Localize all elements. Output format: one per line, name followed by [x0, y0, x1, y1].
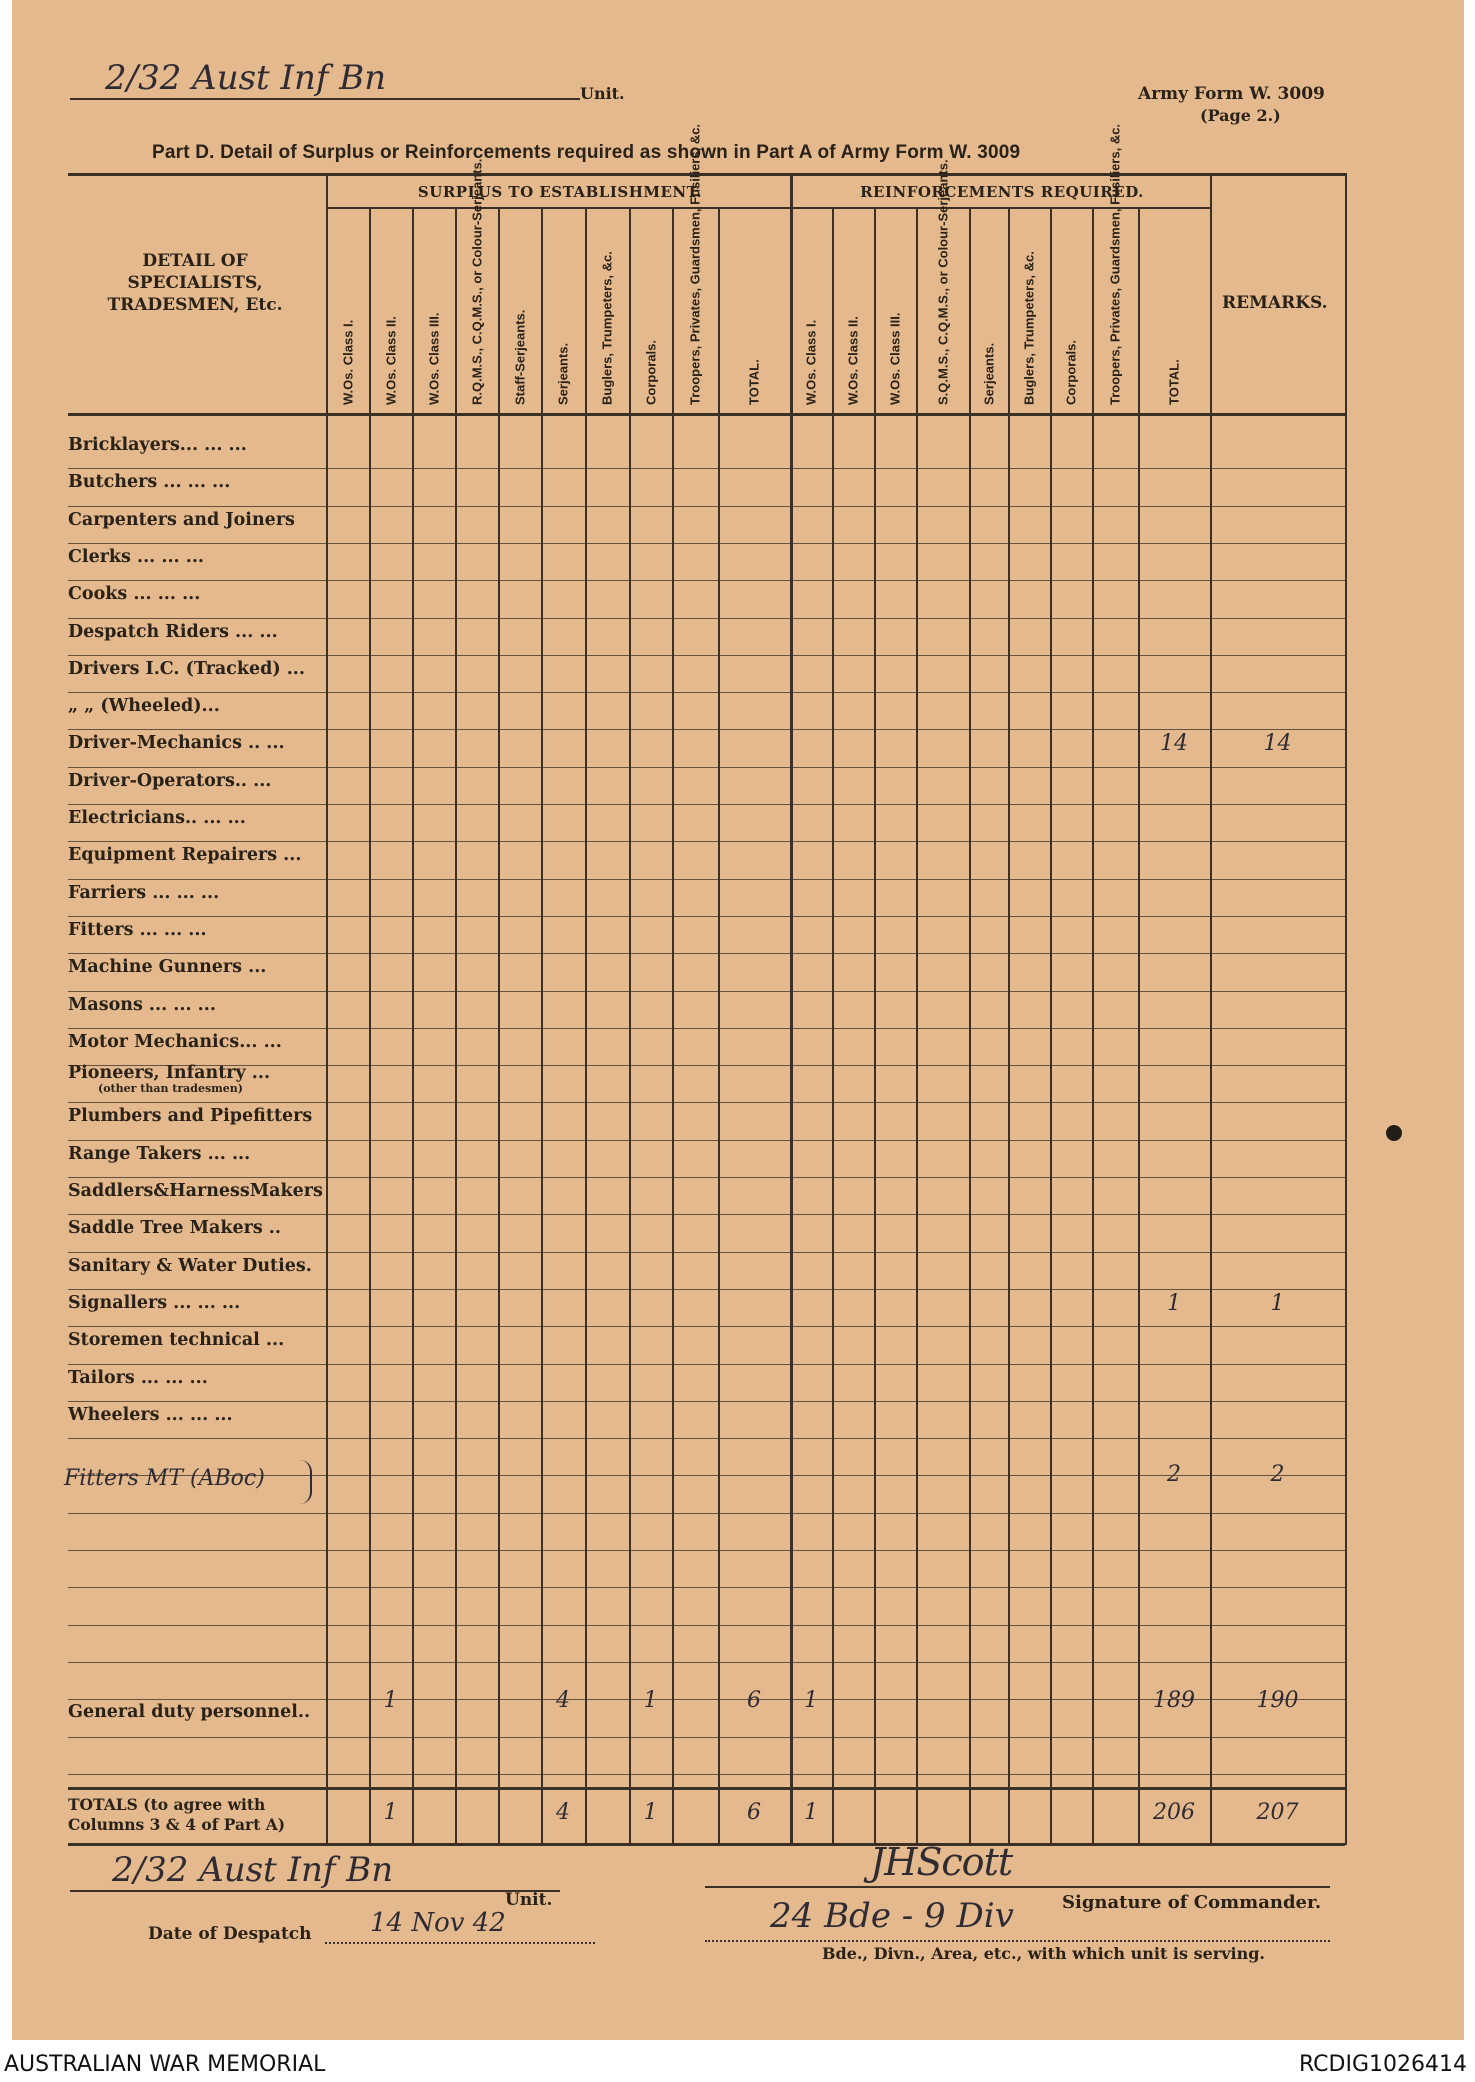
- reinf-col-header-label: Buglers, Trumpeters, &c.: [1021, 251, 1037, 405]
- reinf-col-header-0: [790, 205, 832, 405]
- row-rule: [68, 1625, 1345, 1626]
- row-label: Sanitary & Water Duties.: [68, 1256, 312, 1276]
- grid-vline-8: [672, 207, 674, 1845]
- grid-vline-10: [790, 173, 793, 1845]
- row-rule: [68, 580, 1345, 581]
- reinf-col-header-4: [969, 205, 1008, 405]
- cell-value: 1: [643, 1800, 658, 1825]
- row-rule: [68, 804, 1345, 805]
- row-rule: [68, 953, 1345, 954]
- grid-vline-14: [969, 207, 971, 1845]
- cell-value: 1: [1270, 1291, 1285, 1316]
- brigade-dotted-line: [705, 1940, 1330, 1942]
- signature-line: [705, 1886, 1330, 1888]
- row-label: Farriers ... ... ...: [68, 883, 220, 903]
- row-label: Saddle Tree Makers ..: [68, 1218, 281, 1238]
- cell-value: 2: [1167, 1462, 1181, 1487]
- row-rule: [68, 1513, 1345, 1514]
- handwritten-row-label: Fitters MT (ABoc): [64, 1466, 265, 1491]
- row-label: Driver-Mechanics .. ...: [68, 733, 285, 753]
- row-rule: [68, 1252, 1345, 1253]
- row-rule: [68, 1774, 1345, 1775]
- surplus-col-header-9: [718, 205, 790, 405]
- cell-value: 190: [1256, 1688, 1299, 1713]
- grid-vline-3: [455, 207, 457, 1845]
- reinf-col-header-8: [1138, 205, 1210, 405]
- reinf-col-header-7: [1092, 123, 1138, 405]
- row-rule: [68, 1587, 1345, 1588]
- cell-value: 1: [383, 1800, 398, 1825]
- cell-value: 206: [1153, 1800, 1195, 1825]
- table-header-rule: [68, 413, 1345, 416]
- row-rule: [68, 1737, 1345, 1738]
- row-rule: [68, 1364, 1345, 1365]
- brigade-handwritten: 24 Bde - 9 Div: [770, 1896, 1014, 1936]
- row-label: Driver-Operators.. ...: [68, 771, 272, 791]
- cell-value: 1: [804, 1688, 818, 1713]
- row-rule: [68, 879, 1345, 880]
- signature-label: Signature of Commander.: [1062, 1892, 1322, 1913]
- surplus-col-header-7: [629, 205, 672, 405]
- reinf-col-header-label: Serjeants.: [981, 342, 996, 405]
- detail-header: DETAIL OF SPECIALISTS, TRADESMEN, Etc.: [107, 251, 283, 315]
- totals-label-2: Columns 3 & 4 of Part A): [68, 1815, 286, 1834]
- punch-hole: [1386, 1125, 1402, 1141]
- cell-value: 2: [1270, 1462, 1285, 1487]
- row-rule: [68, 841, 1345, 842]
- grid-vline-1: [369, 207, 371, 1845]
- row-label: „ „ (Wheeled)...: [68, 696, 220, 716]
- cell-value: 6: [747, 1800, 761, 1825]
- row-label: Drivers I.C. (Tracked) ...: [68, 659, 305, 679]
- brigade-label: Bde., Divn., Area, etc., with which unit is serving.: [822, 1944, 1265, 1963]
- row-rule: [68, 1438, 1345, 1439]
- reinf-col-header-label: Corporals.: [1063, 339, 1079, 405]
- reinf-col-header-5: [1008, 205, 1050, 405]
- row-rule: [68, 991, 1345, 992]
- row-label: Butchers ... ... ...: [68, 472, 231, 492]
- reinf-col-header-3: [916, 159, 969, 405]
- row-sublabel: (other than tradesmen): [98, 1082, 244, 1095]
- row-rule: [68, 1177, 1345, 1178]
- row-rule: [68, 1662, 1345, 1663]
- row-label: Motor Mechanics... ...: [68, 1032, 282, 1052]
- surplus-col-header-label: Corporals.: [643, 339, 658, 405]
- totals-label-1: TOTALS (to agree with: [68, 1795, 266, 1814]
- row-rule: [68, 655, 1345, 656]
- surplus-col-header-label: Buglers, Trumpeters, &c.: [599, 251, 615, 405]
- row-rule: [68, 1289, 1345, 1290]
- general-duty-label: General duty personnel..: [68, 1702, 311, 1722]
- row-label: Clerks ... ... ...: [68, 547, 205, 567]
- commander-signature: JHScott: [870, 1840, 1013, 1884]
- cell-value: 1: [383, 1688, 398, 1713]
- row-label: Fitters ... ... ...: [68, 920, 207, 940]
- row-rule: [68, 1550, 1345, 1551]
- row-rule: [68, 692, 1345, 693]
- row-rule: [68, 1140, 1345, 1141]
- footer-unit-label: Unit.: [505, 1890, 553, 1910]
- footer-unit-handwritten: 2/32 Aust Inf Bn: [112, 1850, 394, 1890]
- reinf-col-header-label: W.Os. Class I.: [803, 319, 819, 405]
- row-label: Plumbers and Pipefitters: [68, 1106, 313, 1126]
- grid-vline-20: [1345, 173, 1347, 1845]
- surplus-col-header-label: W.Os. Class II.: [383, 316, 398, 405]
- grid-vline-11: [832, 207, 834, 1845]
- reinf-col-header-1: [832, 205, 874, 405]
- cell-value: 14: [1263, 731, 1292, 756]
- row-rule: [68, 468, 1345, 469]
- totals-top-rule: [68, 1787, 1345, 1790]
- part-title: Part D. Detail of Surplus or Reinforcements required as shown in Part A of Army Form W. 3009: [152, 142, 1021, 163]
- row-label: Despatch Riders ... ...: [68, 622, 278, 642]
- grid-vline-5: [541, 207, 543, 1845]
- row-rule: [68, 543, 1345, 544]
- row-label: Tailors ... ... ...: [68, 1368, 208, 1388]
- cell-value: 207: [1256, 1800, 1299, 1825]
- row-label: Machine Gunners ...: [68, 957, 267, 977]
- form-title: Army Form W. 3009: [1138, 84, 1325, 104]
- unit-underline: [70, 98, 580, 100]
- row-label: Wheelers ... ... ...: [68, 1405, 233, 1425]
- row-label: Cooks ... ... ...: [68, 584, 201, 604]
- surplus-col-header-label: R.Q.M.S., C.Q.M.S., or Colour-Serjeants.: [469, 158, 484, 405]
- row-label: Bricklayers... ... ...: [68, 435, 247, 455]
- row-rule: [68, 767, 1345, 768]
- archive-left: AUSTRALIAN WAR MEMORIAL: [4, 2052, 326, 2077]
- row-rule: [68, 1214, 1345, 1215]
- grid-vline-13: [916, 207, 918, 1845]
- row-rule: [68, 916, 1345, 917]
- grid-vline-6: [585, 207, 587, 1845]
- row-rule: [68, 1401, 1345, 1402]
- cell-value: 1: [804, 1800, 818, 1825]
- grid-vline-18: [1138, 207, 1140, 1845]
- reinf-col-header-label: W.Os. Class II.: [845, 316, 861, 405]
- surplus-col-header-8: [672, 123, 718, 405]
- handwritten-row-bracket: [300, 1460, 312, 1504]
- grid-vline-4: [498, 207, 500, 1845]
- row-rule: [68, 618, 1345, 619]
- totals-bottom-rule: [68, 1843, 1345, 1846]
- surplus-col-header-label: Troopers, Privates, Guardsmen, Fusiliers, &c.: [687, 123, 703, 405]
- group-reinforcements: REINFORCEMENTS REQUIRED.: [860, 183, 1144, 201]
- archive-right: RCDIG1026414: [1298, 2052, 1467, 2077]
- cell-value: 1: [643, 1688, 658, 1713]
- surplus-col-header-0: [326, 205, 369, 405]
- row-rule: [68, 1326, 1345, 1327]
- row-label: Saddlers&HarnessMakers: [68, 1181, 323, 1201]
- row-rule: [68, 1102, 1345, 1103]
- surplus-col-header-4: [498, 205, 541, 405]
- row-rule: [68, 729, 1345, 730]
- surplus-col-header-6: [585, 205, 629, 405]
- surplus-col-header-1: [369, 205, 412, 405]
- date-label: Date of Despatch: [148, 1924, 312, 1944]
- date-dotted-line: [325, 1942, 595, 1944]
- row-label: Storemen technical ...: [68, 1330, 285, 1350]
- row-label: Signallers ... ... ...: [68, 1293, 241, 1313]
- surplus-col-header-label: W.Os. Class III.: [426, 312, 441, 405]
- reinf-col-header-6: [1050, 205, 1092, 405]
- grid-vline-17: [1092, 207, 1094, 1845]
- surplus-col-header-label: W.Os. Class I.: [340, 319, 355, 405]
- table-top-rule: [68, 173, 1345, 176]
- reinf-col-header-label: S.Q.M.S., C.Q.M.S., or Colour-Serjeants.: [935, 159, 950, 405]
- reinf-col-header-label: Troopers, Privates, Guardsmen, Fusiliers, &c.: [1107, 123, 1123, 405]
- row-label: Carpenters and Joiners: [68, 510, 295, 530]
- cell-value: 6: [747, 1688, 761, 1713]
- row-label: Equipment Repairers ...: [68, 845, 302, 865]
- surplus-col-header-label: Serjeants.: [555, 342, 571, 405]
- surplus-col-header-label: TOTAL.: [746, 359, 762, 405]
- grid-vline-7: [629, 207, 631, 1845]
- grid-vline-16: [1050, 207, 1052, 1845]
- grid-vline-19: [1210, 173, 1212, 1845]
- page-label: (Page 2.): [1200, 106, 1281, 125]
- reinf-col-header-label: TOTAL.: [1166, 359, 1182, 405]
- grid-vline-15: [1008, 207, 1010, 1845]
- grid-vline-0: [326, 173, 328, 1845]
- surplus-col-header-3: [455, 158, 498, 405]
- date-handwritten: 14 Nov 42: [370, 1908, 506, 1938]
- cell-value: 4: [556, 1800, 570, 1825]
- remarks-header: REMARKS.: [1222, 293, 1328, 313]
- cell-value: 1: [1167, 1291, 1181, 1316]
- row-label: Masons ... ... ...: [68, 995, 216, 1015]
- grid-vline-9: [718, 207, 720, 1845]
- cell-value: 14: [1160, 731, 1188, 756]
- row-rule: [68, 1028, 1345, 1029]
- group-surplus: SURPLUS TO ESTABLISHMENT.: [417, 183, 703, 201]
- grid-vline-2: [412, 207, 414, 1845]
- row-rule: [68, 506, 1345, 507]
- row-label: Pioneers, Infantry ...: [68, 1063, 271, 1083]
- surplus-col-header-label: Staff-Serjeants.: [512, 309, 527, 405]
- reinf-col-header-2: [874, 205, 916, 405]
- footer-unit-underline: [70, 1890, 560, 1892]
- unit-label: Unit.: [580, 84, 625, 103]
- archive-footer: [0, 2040, 1475, 2082]
- cell-value: 4: [556, 1688, 570, 1713]
- row-label: Range Takers ... ...: [68, 1144, 251, 1164]
- cell-value: 189: [1153, 1688, 1195, 1713]
- unit-handwritten: 2/32 Aust Inf Bn: [105, 58, 387, 98]
- surplus-col-header-2: [412, 205, 455, 405]
- reinf-col-header-label: W.Os. Class III.: [887, 312, 903, 405]
- surplus-col-header-5: [541, 205, 585, 405]
- grid-vline-12: [874, 207, 876, 1845]
- row-label: Electricians.. ... ...: [68, 808, 246, 828]
